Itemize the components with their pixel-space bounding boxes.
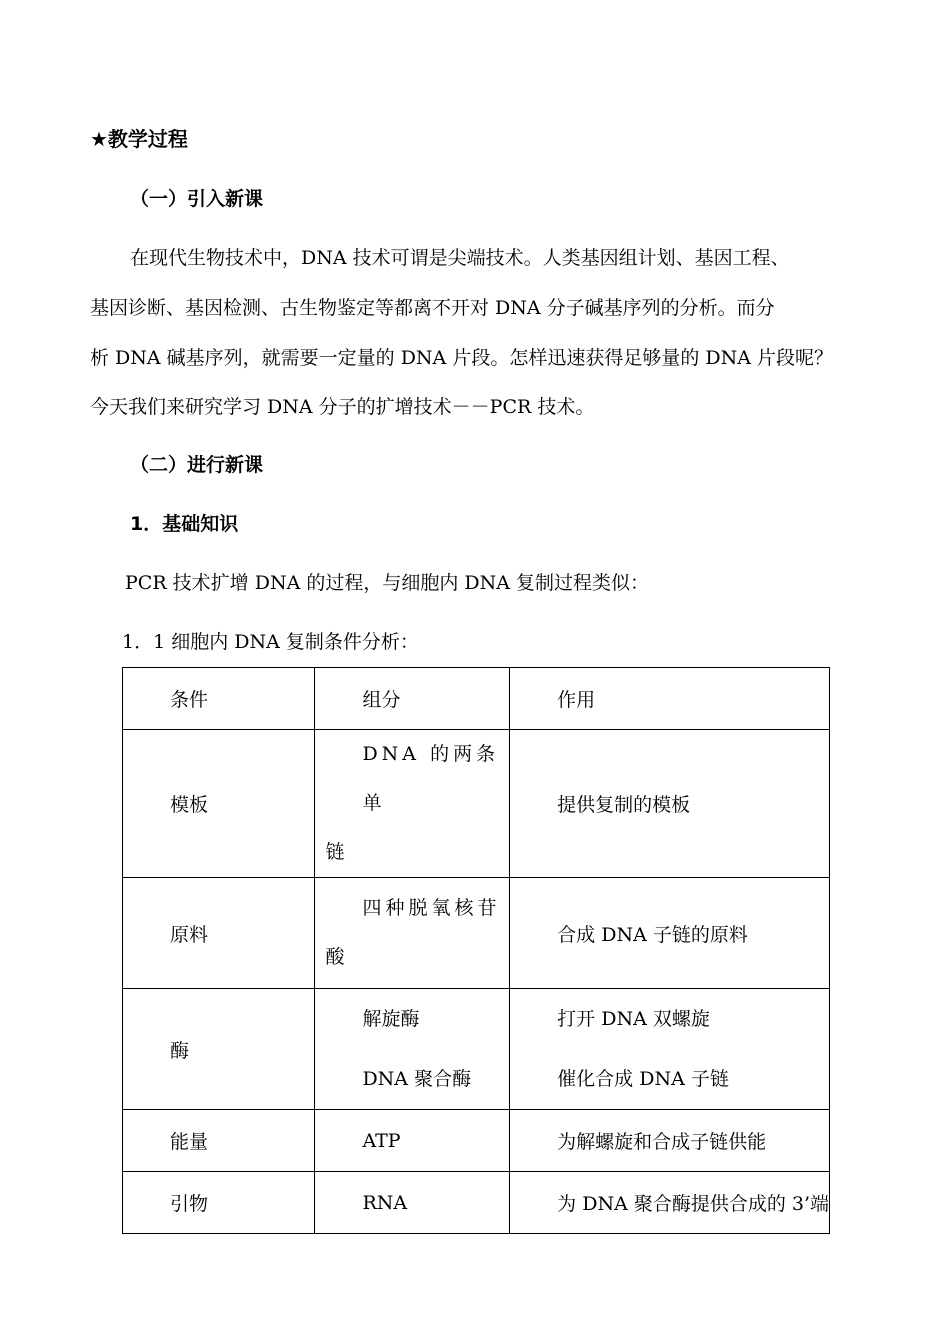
intro-text: PCR 技术扩增 DNA 的过程，与细胞内 DNA 复制过程类似： <box>125 572 649 594</box>
cell-role: 为解螺旋和合成子链供能 <box>510 1110 830 1172</box>
section-title-intro: （一）引入新课 <box>130 188 264 210</box>
header-component: 组分 <box>315 668 510 730</box>
paragraph-line-3: 析 DNA 碱基序列，就需要一定量的 DNA 片段。怎样迅速获得足够量的 DNA 片段呢？ <box>90 347 833 369</box>
page-heading: ★教学过程 <box>90 127 188 151</box>
subsection-title: 1．基础知识 <box>130 513 239 535</box>
table-row <box>123 878 830 989</box>
cell-component: ATP <box>315 1110 510 1172</box>
section-title-new-lesson: （二）进行新课 <box>130 454 264 476</box>
cell-component: DNA 的两条单 链 <box>315 730 510 878</box>
cell-condition: 模板 <box>123 730 315 878</box>
table-row <box>123 1110 830 1172</box>
table-row <box>123 989 830 1110</box>
paragraph-line-1: 在现代生物技术中，DNA 技术可谓是尖端技术。人类基因组计划、基因工程、 <box>130 247 790 269</box>
header-role: 作用 <box>510 668 830 730</box>
cell-role: 合成 DNA 子链的原料 <box>510 878 830 989</box>
paragraph-line-2: 基因诊断、基因检测、古生物鉴定等都离不开对 DNA 分子碱基序列的分析。而分 <box>90 297 775 319</box>
cell-condition: 能量 <box>123 1110 315 1172</box>
table-header-row <box>123 668 830 730</box>
cell-component: 解旋酶 DNA 聚合酶 <box>315 989 510 1110</box>
table-row <box>123 1172 830 1234</box>
dna-replication-conditions-table <box>122 667 830 1234</box>
cell-role: 为 DNA 聚合酶提供合成的 3’端 <box>510 1172 830 1234</box>
cell-component: 四种脱氧核苷 酸 <box>315 878 510 989</box>
cell-condition: 引物 <box>123 1172 315 1234</box>
cell-component: RNA <box>315 1172 510 1234</box>
table-caption: 1．1 细胞内 DNA 复制条件分析： <box>122 631 419 653</box>
cell-role: 提供复制的模板 <box>510 730 830 878</box>
cell-role: 打开 DNA 双螺旋 催化合成 DNA 子链 <box>510 989 830 1110</box>
header-condition: 条件 <box>123 668 315 730</box>
table-row <box>123 730 830 878</box>
cell-condition: 酶 <box>123 989 315 1110</box>
paragraph-line-4: 今天我们来研究学习 DNA 分子的扩增技术－－PCR 技术。 <box>90 396 595 418</box>
cell-condition: 原料 <box>123 878 315 989</box>
